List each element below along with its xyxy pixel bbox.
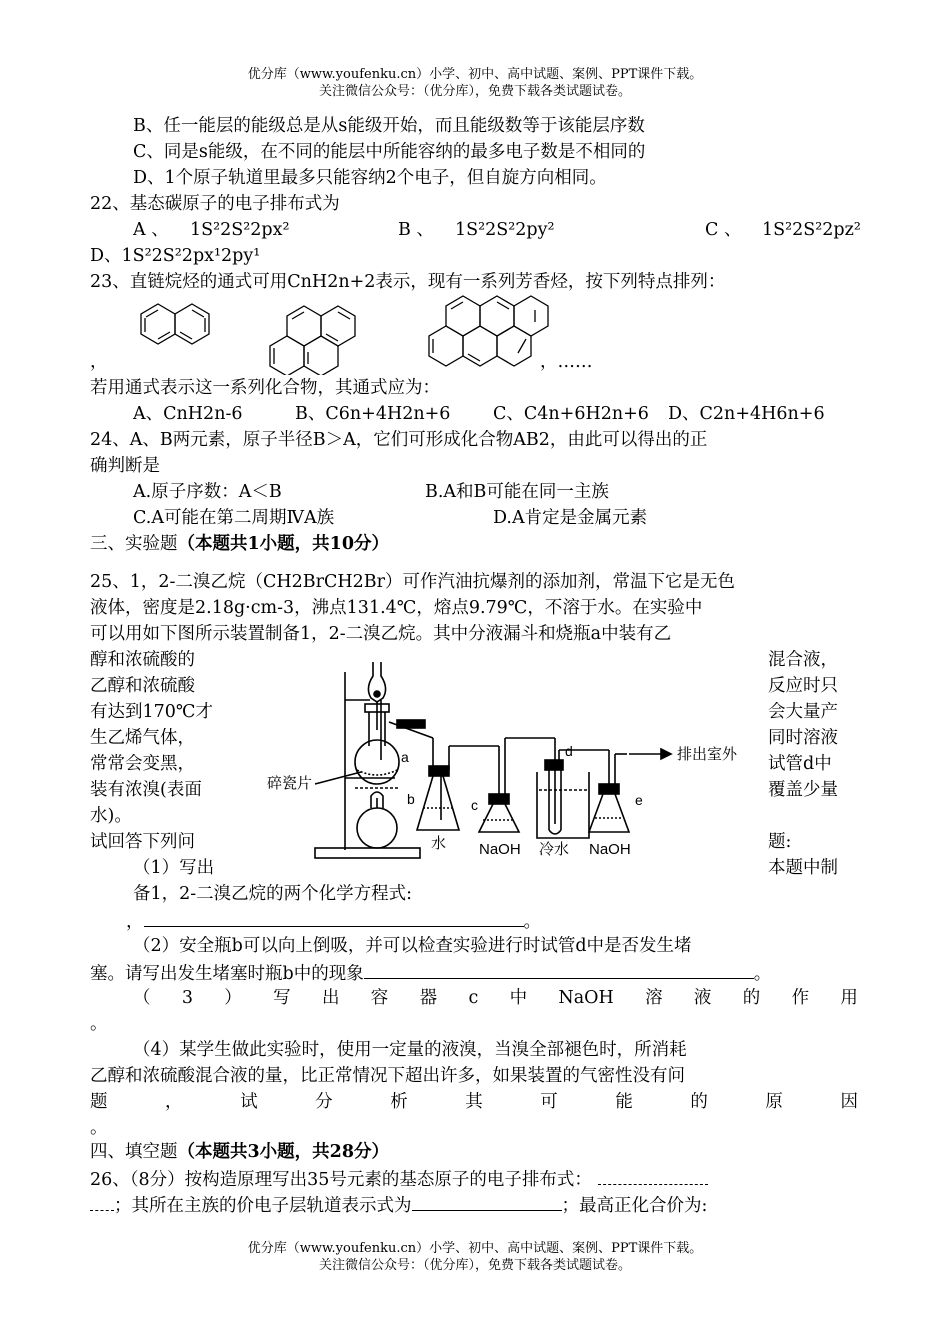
q25-sub3-part: 容 [370, 988, 389, 1008]
section4-heading [90, 1140, 389, 1164]
page-header-line1: 优分库（www.youfenku.cn）小学、初中、高中试题、案例、PPT课件下载。 [247, 67, 703, 82]
q25-line3: 可以用如下图所示装置制备1，2-二溴乙烷。其中分液漏斗和烧瓶a中装有乙 [90, 624, 672, 644]
q25-sub2-line2: 塞。请写出发生堵塞时瓶b中的现象 [90, 964, 364, 984]
q25-right-col-0: 混合液， [768, 650, 838, 670]
q25-sub3-part: 作 [791, 988, 810, 1008]
q26-config-blank[interactable] [598, 1166, 708, 1185]
q25-right-col-7: 题: [768, 832, 792, 852]
q25-sub4-part: 其 [465, 1092, 483, 1112]
q25-sub1-label [133, 856, 248, 880]
q26-line2-a: ；其所在主族的价电子层轨道表示式为 [114, 1196, 412, 1216]
q24-option-c: C.A可能在第二周期ⅣA族 [133, 508, 335, 528]
naphthalene-structure [128, 296, 228, 356]
q25-sub1-blank-start: ， [126, 912, 144, 932]
q22-option-c-value: 1S²2S²2pz² [762, 220, 861, 240]
q24-stem-line2: 确判断是 [90, 456, 160, 476]
q25-sub4-part: 能 [615, 1092, 633, 1112]
q25-left-col-2: 有达到170℃才 [90, 702, 213, 722]
diagram-label-c: c [471, 797, 478, 813]
q25-right-col-2: 会大量产 [768, 702, 838, 722]
diagram-label-b: b [407, 791, 415, 807]
q25-sub3-part: ） [224, 988, 242, 1008]
q25-right-col-4: 试管d中 [768, 754, 832, 774]
q24-option-d: D.A肯定是金属元素 [493, 508, 648, 528]
diagram-label-cold-water: 冷水 [539, 840, 570, 858]
q25-sub2-end: 。 [753, 964, 772, 984]
q24-option-a: A.原子序数：A＜B [133, 482, 282, 502]
q25-sub3-part: NaOH [558, 988, 614, 1008]
apparatus-diagram [265, 660, 765, 870]
q25-sub1-cont: 备1，2-二溴乙烷的两个化学方程式: [133, 884, 413, 904]
q25-sub3-end: 。 [90, 1014, 108, 1034]
q26-line1-row [90, 1166, 708, 1192]
q25-left-col-1: 乙醇和浓硫酸 [90, 676, 195, 696]
q25-left-col-7: 试回答下列问 [90, 832, 195, 852]
q23-ellipsis: ，…… [540, 352, 593, 372]
diagram-label-naoh-2: NaOH [589, 841, 631, 858]
diagram-label-d: d [565, 743, 573, 759]
q22-option-c-label: C 、 [705, 220, 742, 240]
q22-option-d: D、1S²2S²2px¹2py¹ [90, 246, 261, 266]
q25-left-col-5: 装有浓溴(表面 [90, 780, 202, 800]
q25-sub4-part: 因 [840, 1092, 858, 1112]
q21-option-d: D、1个原子轨道里最多只能容纳2个电子，但自旋方向相同。 [133, 168, 607, 188]
pyrene-structure [268, 300, 378, 375]
q25-sub1-blank-row [126, 908, 541, 934]
q25-sub2-line2-row [90, 960, 771, 986]
q25-sub1-answer-blank[interactable] [144, 908, 524, 927]
q25-right-col-3: 同时溶液 [768, 728, 838, 748]
section3-title: 三、实验题 [90, 534, 178, 554]
q25-sub4-part: 原 [765, 1092, 783, 1112]
q25-left-col-0: 醇和浓硫酸的 [90, 650, 195, 670]
diagram-label-water: 水 [431, 834, 447, 852]
section3-points: （本题共1小题，共10分） [177, 534, 390, 554]
q25-sub3-part: （ [133, 988, 151, 1008]
q25-sub2-line1: （2）安全瓶b可以向上倒吸，并可以检查实验进行时试管d中是否发生堵 [133, 936, 692, 956]
q25-left-col-4: 常常会变黑， [90, 754, 195, 774]
q25-sub4-line1: （4）某学生做此实验时，使用一定量的液溴，当溴全部褪色时，所消耗 [133, 1040, 687, 1060]
q25-right-col-5: 覆盖少量 [768, 780, 838, 800]
q23-option-c: C、C4n+6H2n+6 [493, 404, 649, 424]
diagram-label-exhaust: 排出室外 [677, 745, 738, 763]
q25-sub3-part: 液 [693, 988, 712, 1008]
diagram-label-a: a [401, 749, 409, 765]
q25-sub4-part: 的 [690, 1092, 708, 1112]
q21-option-b: B、任一能层的能级总是从s能级开始，而且能级数等于该能层序数 [133, 116, 645, 136]
q26-line2-b: ；最高正化合价为: [561, 1196, 708, 1216]
section4-points: （本题共3小题，共28分） [177, 1142, 390, 1162]
q25-line2: 液体，密度是2.18g·cm-3，沸点131.4℃，熔点9.79℃，不溶于水。在实验中 [90, 598, 703, 618]
q26-orbital-blank[interactable] [412, 1192, 562, 1211]
q25-sub3-part: 溶 [645, 988, 663, 1008]
coronene-like-structure [418, 292, 558, 374]
q25-left-col-3: 生乙烯气体， [90, 728, 195, 748]
q23-separator: ， [90, 352, 108, 372]
q25-sub4-end: 。 [90, 1118, 108, 1138]
diagram-label-e: e [635, 792, 643, 808]
q25-left-col-6: 水)。 [90, 806, 132, 826]
q24-option-b: B.A和B可能在同一主族 [425, 482, 609, 502]
q23-option-a: A、CnH2n-6 [133, 404, 243, 424]
q25-sub3-part: 中 [509, 988, 528, 1008]
q22-option-b-value: 1S²2S²2py² [455, 220, 555, 240]
diagram-label-naoh-1: NaOH [479, 841, 521, 858]
diagram-label-broken-porcelain: 碎瓷片 [267, 774, 313, 792]
q22-option-b-label: B 、 [398, 220, 434, 240]
q25-sub3-line [133, 986, 858, 1010]
q25-sub4-part: 析 [390, 1092, 408, 1112]
q25-sub3-part: 写 [273, 988, 291, 1008]
q25-sub3-part: 的 [742, 988, 761, 1008]
q25-sub4-part: 可 [540, 1092, 558, 1112]
q26-line1: 26、（8分）按构造原理写出35号元素的基态原子的电子排布式： [90, 1170, 592, 1190]
q25-sub3-part: 器 [419, 988, 438, 1008]
q25-sub1-right: 本题中制 [768, 858, 838, 878]
q24-stem-line1: 24、A、B两元素，原子半径B＞A，它们可形成化合物AB2，由此可以得出的正 [90, 430, 708, 450]
q25-sub3-part: 3 [181, 988, 193, 1008]
q25-sub4-part: 试 [240, 1092, 258, 1112]
q22-stem: 22、基态碳原子的电子排布式为 [90, 194, 340, 214]
q25-sub1-blank-end: 。 [523, 912, 541, 932]
q25-sub2-answer-blank[interactable] [364, 960, 754, 979]
q25-sub1-label-text: （1）写出 [133, 858, 215, 878]
q23-option-d: D、C2n+4H6n+6 [668, 404, 825, 424]
page-header-line2: 关注微信公众号：（优分库），免费下载各类试题试卷。 [318, 84, 631, 99]
q25-sub4-part: 分 [315, 1092, 333, 1112]
q25-sub4-part: 题 [90, 1092, 108, 1112]
q23-option-b: B、C6n+4H2n+6 [295, 404, 451, 424]
q26-line2-row [90, 1192, 707, 1218]
q23-prompt: 若用通式表示这一系列化合物，其通式应为： [90, 378, 440, 398]
section3-heading [90, 532, 389, 556]
q25-sub3-part: 用 [840, 988, 858, 1008]
page-footer-line2: 关注微信公众号：（优分库），免费下载各类试题试卷。 [318, 1258, 631, 1273]
q25-sub3-part: 出 [321, 988, 340, 1008]
q25-right-col-1: 反应时只 [768, 676, 838, 696]
q25-sub4-line3 [90, 1090, 858, 1114]
q22-option-a-label: A 、 [133, 220, 169, 240]
q22-option-a-value: 1S²2S²2px² [190, 220, 290, 240]
q25-sub4-line2: 乙醇和浓硫酸混合液的量，比正常情况下超出许多，如果装置的气密性没有问 [90, 1066, 685, 1086]
section4-title: 四、填空题 [90, 1142, 178, 1162]
q25-sub4-part: ， [165, 1092, 183, 1112]
q26-config-blank-cont[interactable] [90, 1192, 114, 1211]
page-footer-line1: 优分库（www.youfenku.cn）小学、初中、高中试题、案例、PPT课件下载。 [247, 1241, 703, 1256]
q25-line1: 25、1，2-二溴乙烷（CH2BrCH2Br）可作汽油抗爆剂的添加剂，常温下它是无色 [90, 572, 735, 592]
q25-sub3-part: c [468, 988, 479, 1008]
q23-stem: 23、直链烷烃的通式可用CnH2n+2表示，现有一系列芳香烃，按下列特点排列： [90, 272, 726, 292]
q21-option-c: C、同是s能级，在不同的能层中所能容纳的最多电子数是不相同的 [133, 142, 646, 162]
